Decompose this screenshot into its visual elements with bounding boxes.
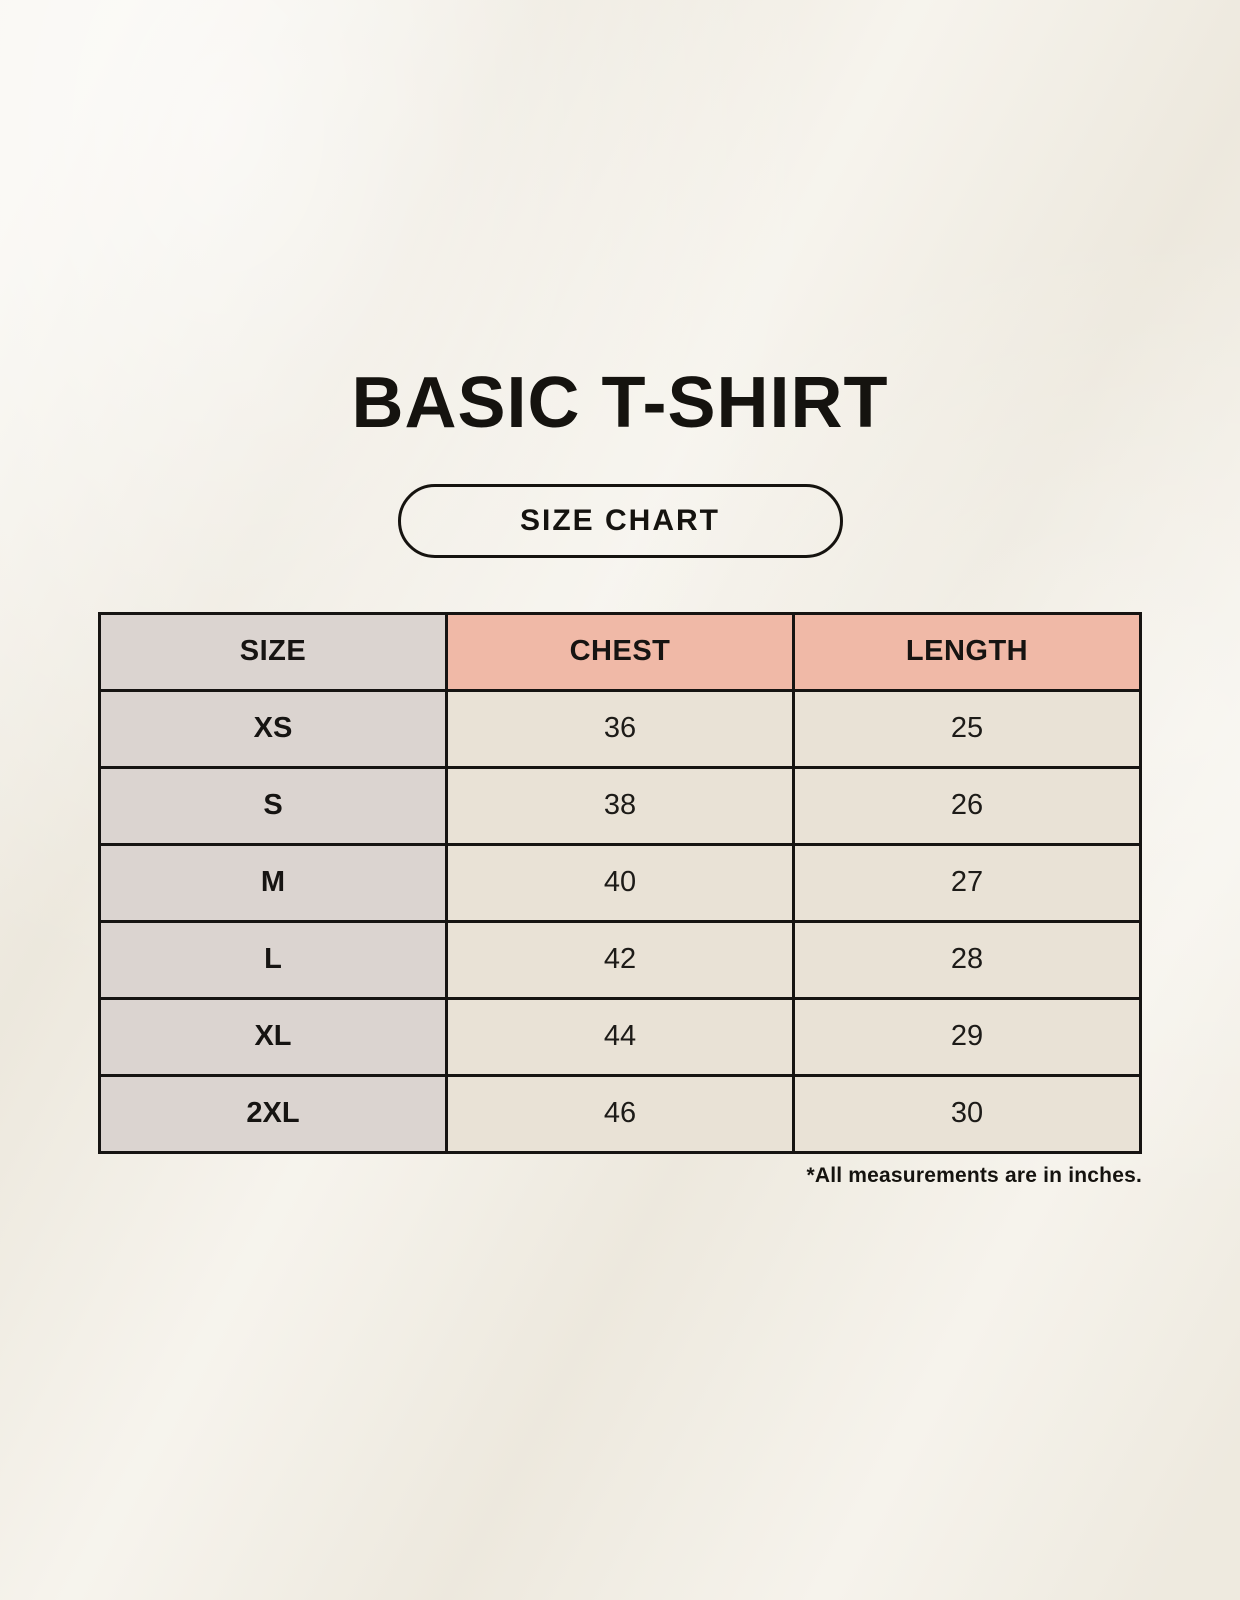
size-cell: M (100, 844, 447, 921)
chest-cell: 40 (447, 844, 794, 921)
length-cell: 29 (794, 998, 1141, 1075)
chest-cell: 44 (447, 998, 794, 1075)
length-cell: 26 (794, 767, 1141, 844)
size-cell: 2XL (100, 1075, 447, 1152)
chest-cell: 46 (447, 1075, 794, 1152)
header-cell-size: SIZE (100, 613, 447, 690)
table-row (100, 767, 1141, 844)
size-chart-table-container (98, 612, 1142, 1188)
size-chart-table (98, 612, 1142, 1154)
length-cell: 27 (794, 844, 1141, 921)
header-cell-length: LENGTH (794, 613, 1141, 690)
size-cell: XS (100, 690, 447, 767)
measurements-footnote: *All measurements are in inches. (806, 1163, 1142, 1187)
chest-cell: 42 (447, 921, 794, 998)
table-row (100, 690, 1141, 767)
table-row (100, 844, 1141, 921)
length-cell: 25 (794, 690, 1141, 767)
table-row (100, 998, 1141, 1075)
size-chart-badge: SIZE CHART (398, 484, 843, 558)
size-cell: L (100, 921, 447, 998)
length-cell: 30 (794, 1075, 1141, 1152)
table-header-row (100, 613, 1141, 690)
table-row (100, 921, 1141, 998)
size-cell: XL (100, 998, 447, 1075)
length-cell: 28 (794, 921, 1141, 998)
table-row (100, 1075, 1141, 1152)
badge-container (0, 484, 1240, 558)
page-title: BASIC T-SHIRT (351, 363, 889, 443)
size-cell: S (100, 767, 447, 844)
chest-cell: 36 (447, 690, 794, 767)
header-cell-chest: CHEST (447, 613, 794, 690)
chest-cell: 38 (447, 767, 794, 844)
